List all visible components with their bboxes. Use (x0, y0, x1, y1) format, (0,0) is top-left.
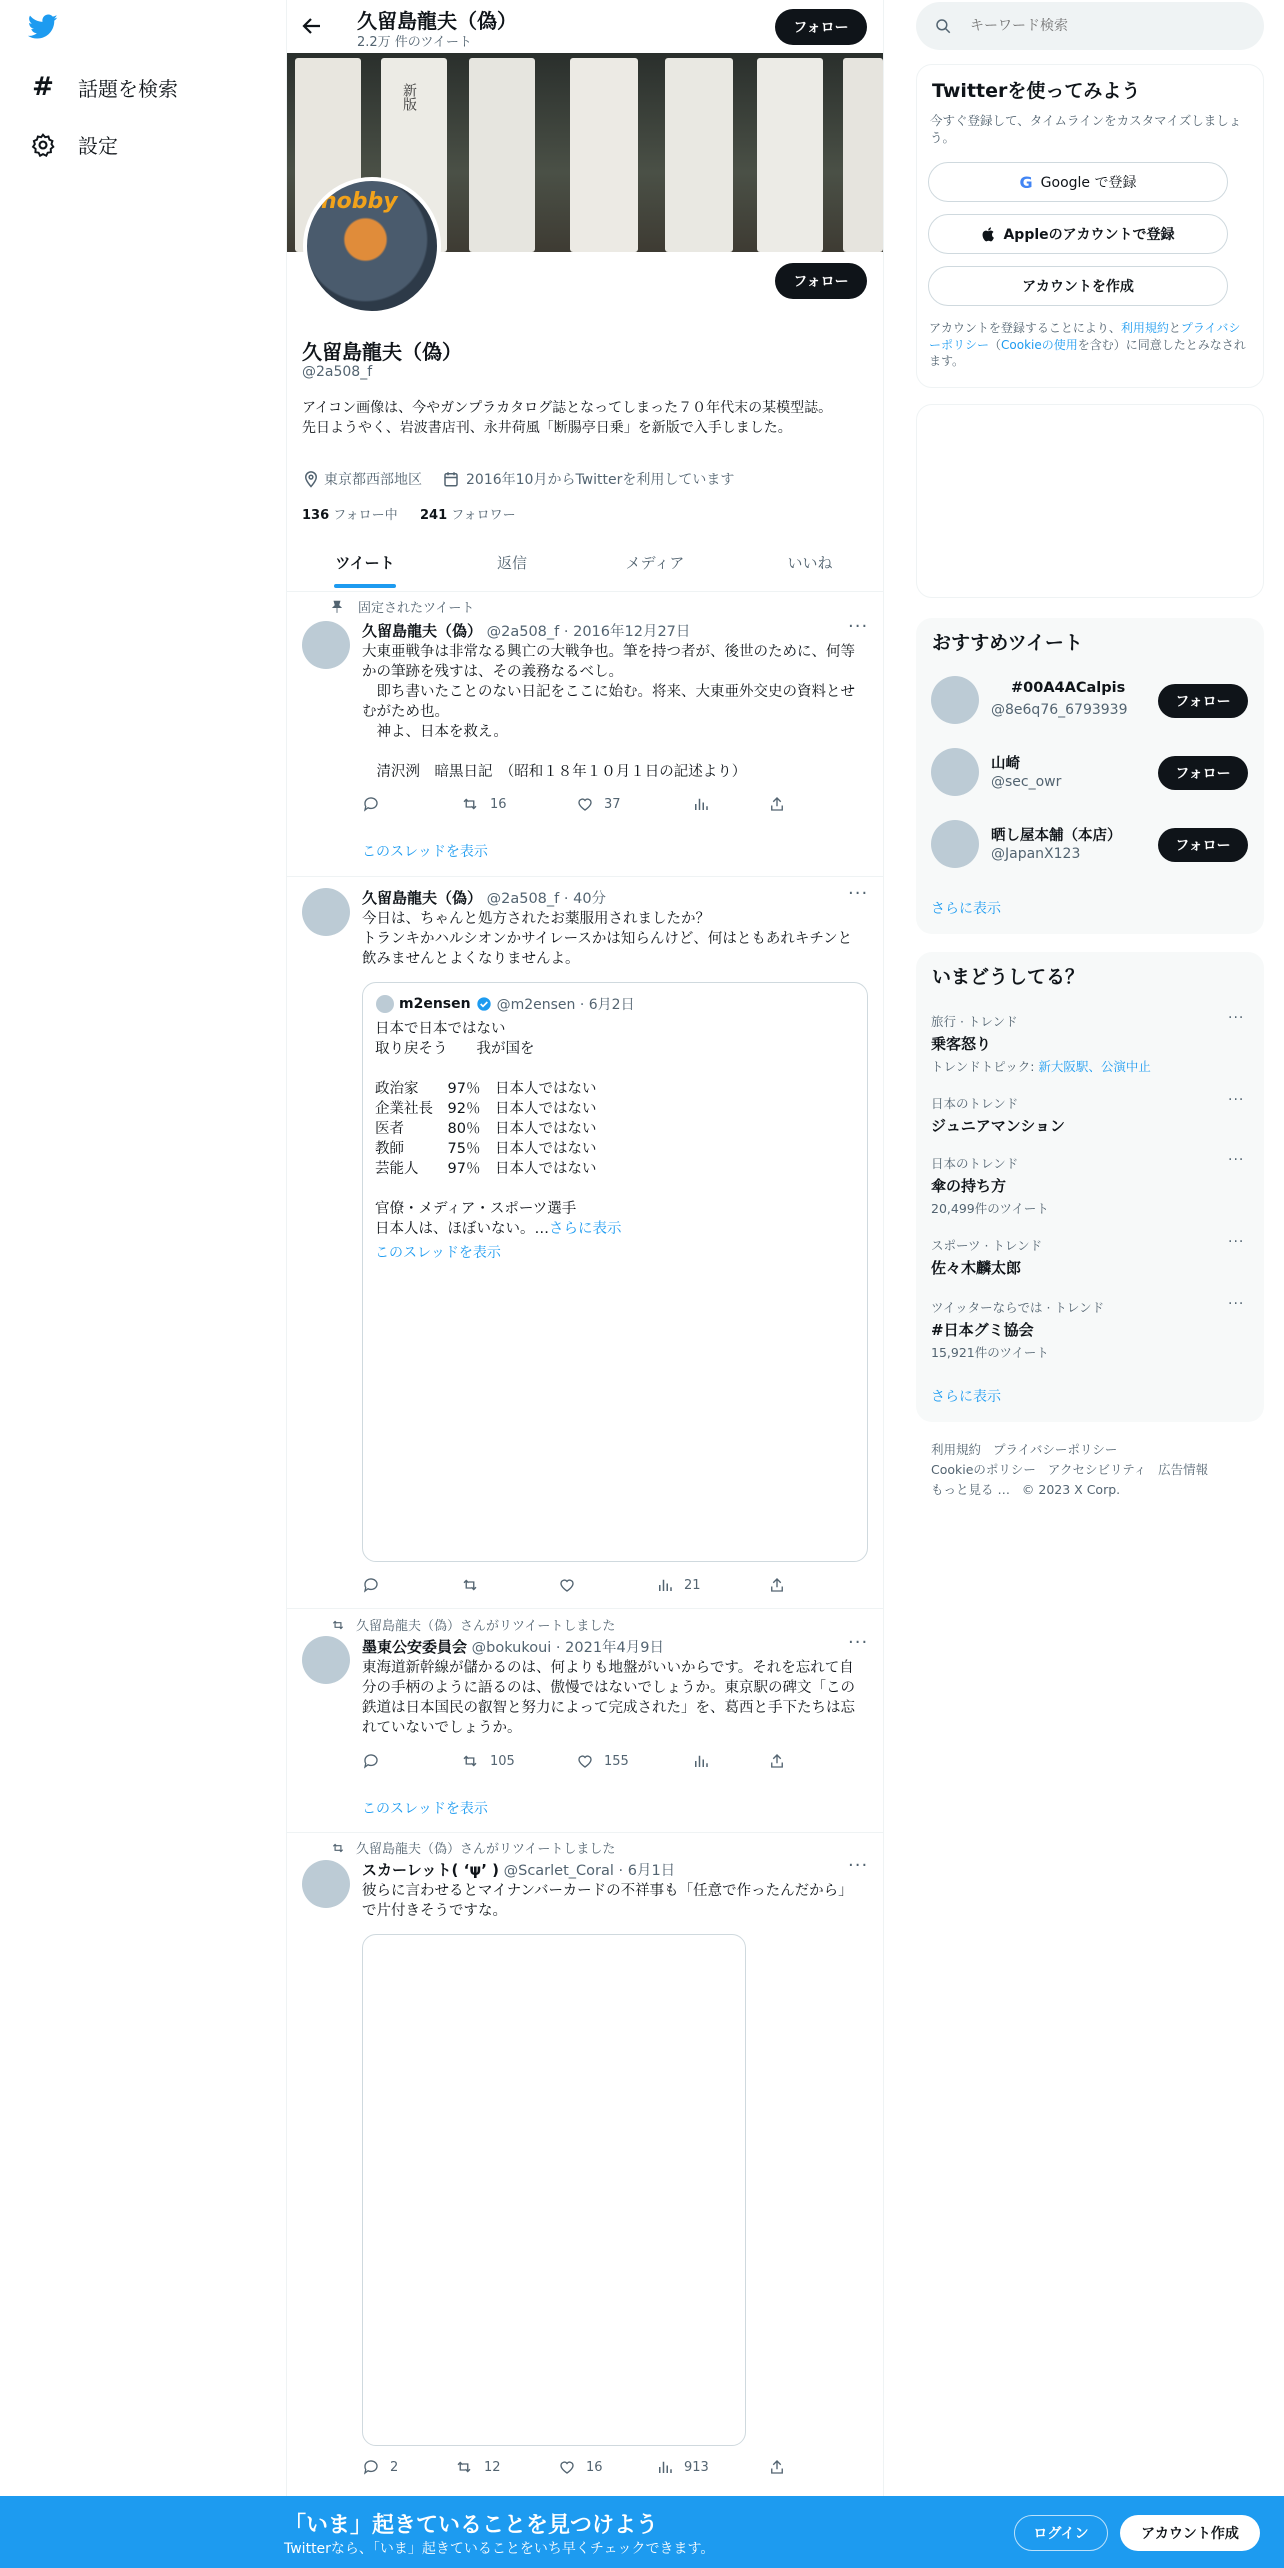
quote-header (399, 994, 635, 1014)
tweet-meta[interactable]: @bokukoui · 2021年4月9日 (471, 1640, 664, 1656)
share-button[interactable] (768, 795, 786, 813)
retweet-button[interactable] (460, 1576, 480, 1594)
trend-meta: 日本のトレンド (931, 1156, 1019, 1171)
like-count: 155 (604, 1753, 629, 1769)
profile-name: 久留島龍夫（偽） (302, 340, 462, 364)
search-input[interactable] (970, 18, 1230, 34)
twitter-logo-icon[interactable] (28, 14, 58, 40)
recommended-user-name[interactable]: #00A4ACalpis (1011, 680, 1126, 696)
reply-button[interactable] (362, 2458, 398, 2476)
analytics-icon (692, 1752, 710, 1770)
retweet-button[interactable] (454, 2458, 501, 2476)
banner-book-7 (843, 58, 883, 252)
share-icon (768, 1576, 786, 1594)
banner-book-4 (570, 58, 638, 252)
like-count: 16 (586, 2459, 603, 2475)
recommended-user-handle: @8e6q76_6793939 (991, 702, 1128, 718)
profile-joined (442, 469, 734, 489)
retweet-icon (460, 795, 480, 813)
google-signup-button[interactable] (928, 162, 1228, 202)
tweet-avatar[interactable] (302, 1860, 350, 1908)
trends-title: いまどうしてる？ (932, 966, 1085, 988)
search-icon (934, 17, 952, 35)
privacy-link[interactable]: プライバシーポリシー (929, 321, 1241, 352)
tweet-more-icon[interactable]: ··· (848, 883, 869, 904)
analytics-icon (656, 1576, 674, 1594)
recommended-user-name[interactable]: 晒し屋本舗（本店） (991, 828, 1122, 844)
thread-link[interactable]: このスレッドを表示 (362, 1801, 488, 1817)
profile-avatar[interactable] (303, 177, 441, 315)
apple-signup-label: Appleのアカウントで登録 (1003, 227, 1175, 243)
tab-tweets[interactable]: ツイート (335, 554, 395, 572)
retweet-button[interactable] (460, 1752, 515, 1770)
views-count: 21 (684, 1577, 701, 1593)
heart-icon (558, 1576, 576, 1594)
profile-location (302, 469, 422, 489)
quote-text (375, 1019, 855, 1239)
nav-explore-label: 話題を検索 (78, 76, 178, 101)
trend-item[interactable] (931, 1154, 1251, 1217)
share-icon (768, 1752, 786, 1770)
quote-thread-link[interactable]: このスレッドを表示 (375, 1245, 501, 1261)
quote-author-name: m2ensen (399, 996, 471, 1012)
trend-count: 20,499件のツイート (931, 1201, 1049, 1216)
reply-icon (362, 795, 380, 813)
tweet-author-name[interactable]: 久留島龍夫（偽） (362, 622, 483, 640)
verified-badge-icon (476, 996, 492, 1012)
quote-meta: @m2ensen · 6月2日 (496, 997, 635, 1013)
signup-legal (929, 320, 1249, 370)
retweet-small-icon (330, 1841, 346, 1855)
tweet-more-icon[interactable]: ··· (848, 1632, 869, 1653)
footer-links (931, 1440, 1261, 1500)
trend-name: 傘の持ち方 (931, 1177, 1007, 1195)
banner-book-5 (665, 58, 733, 252)
location-text: 東京都西部地区 (324, 472, 422, 488)
trend-count: 15,921件のツイート (931, 1345, 1049, 1360)
following-label: フォロー中 (333, 508, 398, 523)
like-button[interactable] (576, 795, 621, 813)
header-name: 久留島龍夫（偽） (357, 9, 517, 33)
tweet-avatar[interactable] (302, 888, 350, 936)
heart-icon (558, 2458, 576, 2476)
trend-more-icon[interactable]: ··· (1228, 1092, 1245, 1108)
tweet-text: 彼らに言わせるとマイナンバーカードの不祥事も「任意で作ったんだから」で片付きそうですな。 (362, 1883, 853, 1919)
reply-icon (362, 2458, 380, 2476)
like-button[interactable] (558, 2458, 603, 2476)
pinned-label: 固定されたツイート (358, 601, 475, 616)
location-pin-icon (302, 470, 320, 488)
cookie-link[interactable]: Cookieの使用 (1001, 337, 1078, 352)
calendar-icon (442, 470, 460, 488)
share-button[interactable] (768, 2458, 786, 2476)
trend-item[interactable] (931, 1236, 1251, 1278)
views-button[interactable] (692, 1752, 710, 1770)
trend-topics-links[interactable]: 新大阪駅、公演中止 (1038, 1059, 1151, 1074)
recommended-show-more[interactable]: さらに表示 (931, 901, 1001, 917)
tab-replies[interactable]: 返信 (496, 554, 527, 572)
reply-button[interactable] (362, 795, 380, 813)
quote-body: 日本で日本ではない 取り戻そう 我が国を 政治家 97％ 日本人ではない 企業社長 92％ 日本人ではない 医者 80％ 日本人ではない 教師 75％ 日本人ではない 芸能人 97％ 日本人ではない 官僚・メディア・スポーツ選手 日本人は、ほぼいない。… (375, 1021, 597, 1237)
google-icon: G (1019, 172, 1033, 192)
tweet-meta[interactable]: @Scarlet_Coral · 6月1日 (503, 1863, 676, 1879)
gear-icon (30, 132, 56, 158)
login-button[interactable]: ログイン (1014, 2515, 1108, 2551)
signup-subtitle: 今すぐ登録して、タイムラインをカスタマイズしましょう。 (930, 113, 1242, 145)
heart-icon (576, 795, 594, 813)
tweet-header (362, 887, 606, 908)
recommended-avatar[interactable] (931, 676, 979, 724)
tweet-meta[interactable]: @2a508_f · 2016年12月27日 (486, 624, 691, 640)
trend-meta: 旅行 · トレンド (931, 1014, 1018, 1029)
views-count: 913 (684, 2459, 709, 2475)
trend-item[interactable] (931, 1012, 1251, 1075)
trend-name: ジュニアマンション (931, 1117, 1066, 1135)
quote-show-more[interactable]: さらに表示 (549, 1221, 622, 1237)
signup-button[interactable]: アカウント作成 (1120, 2515, 1260, 2551)
recommended-avatar[interactable] (931, 748, 979, 796)
tweet-media[interactable] (362, 1934, 746, 2446)
hashtag-icon: # (32, 72, 54, 102)
search-box[interactable] (916, 2, 1264, 50)
nav-settings[interactable] (30, 130, 118, 159)
tabs-divider (286, 591, 884, 592)
bottom-bar-headline: 「いま」起きていることを見つけよう (284, 2513, 659, 2538)
footer-terms[interactable]: 利用規約 (931, 1442, 982, 1457)
tweet-avatar[interactable] (302, 1636, 350, 1684)
trend-meta: ツイッターならでは · トレンド (931, 1300, 1105, 1315)
share-button[interactable] (768, 1752, 786, 1770)
retweet-indicator (330, 1838, 615, 1857)
banner-book-6 (757, 58, 823, 252)
create-account-button[interactable]: アカウントを作成 (928, 266, 1228, 306)
footer-accessibility[interactable]: アクセシビリティ (1047, 1462, 1147, 1477)
like-button[interactable] (576, 1752, 629, 1770)
retweet-icon (454, 2458, 474, 2476)
tweet-author-name[interactable]: スカーレット( ‘ψ’ ) (362, 1861, 500, 1879)
trend-more-icon[interactable]: ··· (1228, 1152, 1245, 1168)
retweet-count: 16 (490, 796, 507, 812)
quote-avatar (376, 995, 394, 1013)
avatar-logo-text: hobby (321, 189, 398, 214)
trend-more-icon[interactable]: ··· (1228, 1296, 1245, 1312)
tweet-header (362, 620, 690, 641)
trend-meta: スポーツ · トレンド (931, 1238, 1043, 1253)
followers-link[interactable] (420, 504, 516, 523)
followers-count: 241 (420, 508, 448, 523)
legal-text-3: （ (989, 337, 1002, 352)
tweet-header (362, 1859, 675, 1880)
tab-likes[interactable]: いいね (787, 554, 833, 572)
banner-book-label: 新版 (401, 83, 417, 111)
footer-cookie[interactable]: Cookieのポリシー (931, 1462, 1036, 1477)
joined-text: 2016年10月からTwitterを利用しています (466, 472, 735, 488)
legal-text-1: アカウントを登録することにより、 (929, 321, 1121, 335)
apple-icon (981, 226, 995, 242)
recommended-avatar[interactable] (931, 820, 979, 868)
recommended-user-handle: @JapanX123 (991, 846, 1081, 862)
tweet-author-name[interactable]: 墨東公安委員会 (362, 1638, 468, 1656)
retweet-small-icon (330, 1618, 346, 1632)
google-signup-label: Google で登録 (1040, 175, 1137, 191)
analytics-icon (656, 2458, 674, 2476)
tweet-author-name[interactable]: 久留島龍夫（偽） (362, 889, 483, 907)
footer-ads[interactable]: 広告情報 (1158, 1462, 1209, 1477)
tweet-text: 今日は、ちゃんと処方されたお薬服用されましたか？ トランキかハルシオンかサイレースかは知らんけど、何はともあれキチンと飲みませんとよくなりませんよ。 (362, 911, 853, 967)
reply-button[interactable] (362, 1752, 380, 1770)
retweet-button[interactable] (460, 795, 507, 813)
trend-item[interactable] (931, 1094, 1251, 1136)
reply-icon (362, 1752, 380, 1770)
pinned-indicator (330, 597, 474, 616)
profile-bio: アイコン画像は、今やガンプラカタログ誌となってしまった７０年代末の某模型誌。 先日ようやく、岩波書店刊、永井荷風「断腸亭日乗」を新版で入手しました。 (302, 400, 833, 436)
pin-icon (330, 600, 344, 614)
tab-media[interactable]: メディア (625, 554, 685, 572)
recommended-title: おすすめツイート (932, 632, 1083, 654)
nav-settings-label: 設定 (78, 134, 118, 158)
recommended-follow-button[interactable]: フォロー (1158, 828, 1248, 862)
profile-handle: @2a508_f (302, 364, 373, 380)
recommended-follow-button[interactable]: フォロー (1158, 756, 1248, 790)
recommended-user-name[interactable]: 山崎 (991, 756, 1020, 772)
heart-icon (576, 1752, 594, 1770)
reply-button[interactable] (362, 1576, 380, 1594)
views-button[interactable] (656, 1576, 701, 1594)
footer-copyright: © 2023 X Corp. (1021, 1482, 1121, 1497)
signup-title: Twitterを使ってみよう (932, 80, 1141, 102)
header-follow-button[interactable]: フォロー (775, 9, 867, 45)
profile-follow-button[interactable]: フォロー (775, 263, 867, 299)
trend-meta: 日本のトレンド (931, 1096, 1019, 1111)
thread-link[interactable]: このスレッドを表示 (362, 844, 488, 860)
trend-name: #日本グミ協会 (931, 1321, 1034, 1339)
recommended-user-handle: @sec_owr (991, 774, 1062, 790)
tweet-divider (286, 1608, 884, 1609)
reply-icon (362, 1576, 380, 1594)
footer-more[interactable]: もっと見る … (931, 1482, 1010, 1497)
tweet-avatar[interactable] (302, 621, 350, 669)
share-icon (768, 2458, 786, 2476)
legal-text-4: を含む）に同意したとみなされます。 (929, 337, 1246, 368)
retweet-icon (460, 1576, 480, 1594)
retweet-label[interactable]: 久留島龍夫（偽）さんがリツイートしました (356, 1619, 616, 1634)
retweet-indicator (330, 1615, 615, 1634)
like-button[interactable] (558, 1576, 576, 1594)
tweet-text: 東海道新幹線が儲かるのは、何よりも地盤がいいからです。それを忘れて自分の手柄のように語るのは、傲慢ではないでしょうか。東京駅の碑文「この鉄道は日本国民の叡智と努力によって完成された」を、葛西と手下たちは忘れていないでしょうか。 (362, 1660, 855, 1736)
terms-link[interactable]: 利用規約 (1120, 321, 1169, 335)
nav-explore[interactable] (30, 72, 178, 102)
tweet-text: 大東亜戦争は非常なる興亡の大戦争也。筆を持つ者が、後世のために、何等かの筆跡を残すは、その義務なるべし。 即ち書いたことのない日記をここに始む。将来、大東亜外交史の資料とせむがため也。 神よ、日本を救え。 清沢洌 暗黒日記 （昭和１８年１０月１日の記述より） (362, 644, 855, 780)
back-arrow-icon[interactable] (300, 14, 324, 38)
trend-item[interactable] (931, 1298, 1251, 1361)
like-count: 37 (604, 796, 621, 812)
tweet-header (362, 1636, 664, 1657)
trend-more-icon[interactable]: ··· (1228, 1234, 1245, 1250)
following-link[interactable] (302, 504, 398, 523)
retweet-count: 105 (490, 1753, 515, 1769)
retweet-icon (460, 1752, 480, 1770)
tweet-meta[interactable]: @2a508_f · 40分 (486, 891, 607, 907)
tweet-divider (286, 1832, 884, 1833)
bottom-bar-subline: Twitterなら、「いま」起きていることをいち早くチェックできます。 (284, 2541, 715, 2557)
recommended-follow-button[interactable]: フォロー (1158, 684, 1248, 718)
reply-count: 2 (390, 2459, 399, 2475)
tweet-divider (286, 876, 884, 877)
footer-privacy[interactable]: プライバシーポリシー (992, 1442, 1118, 1457)
analytics-icon (692, 795, 710, 813)
trend-name: 乗客怒り (931, 1035, 992, 1053)
views-button[interactable] (656, 2458, 709, 2476)
tweet-more-icon[interactable]: ··· (848, 616, 869, 637)
followers-label: フォロワー (451, 508, 516, 523)
empty-card (916, 404, 1264, 598)
retweet-label[interactable]: 久留島龍夫（偽）さんがリツイートしました (356, 1842, 616, 1857)
legal-text-2: と (1168, 321, 1181, 335)
banner-book-3 (469, 58, 535, 252)
tab-active-indicator (334, 584, 396, 588)
views-button[interactable] (692, 795, 710, 813)
header-tweet-count: 2.2万 件のツイート (357, 35, 472, 50)
trend-topics (931, 1057, 1251, 1075)
share-button[interactable] (768, 1576, 786, 1594)
tweet-more-icon[interactable]: ··· (848, 1855, 869, 1876)
retweet-count: 12 (484, 2459, 501, 2475)
following-count: 136 (302, 508, 330, 523)
trend-more-icon[interactable]: ··· (1228, 1010, 1245, 1026)
trends-show-more[interactable]: さらに表示 (931, 1389, 1001, 1405)
apple-signup-button[interactable] (928, 214, 1228, 254)
trend-name: 佐々木麟太郎 (931, 1259, 1022, 1277)
share-icon (768, 795, 786, 813)
trend-topics-label: トレンドトピック: (931, 1059, 1035, 1074)
